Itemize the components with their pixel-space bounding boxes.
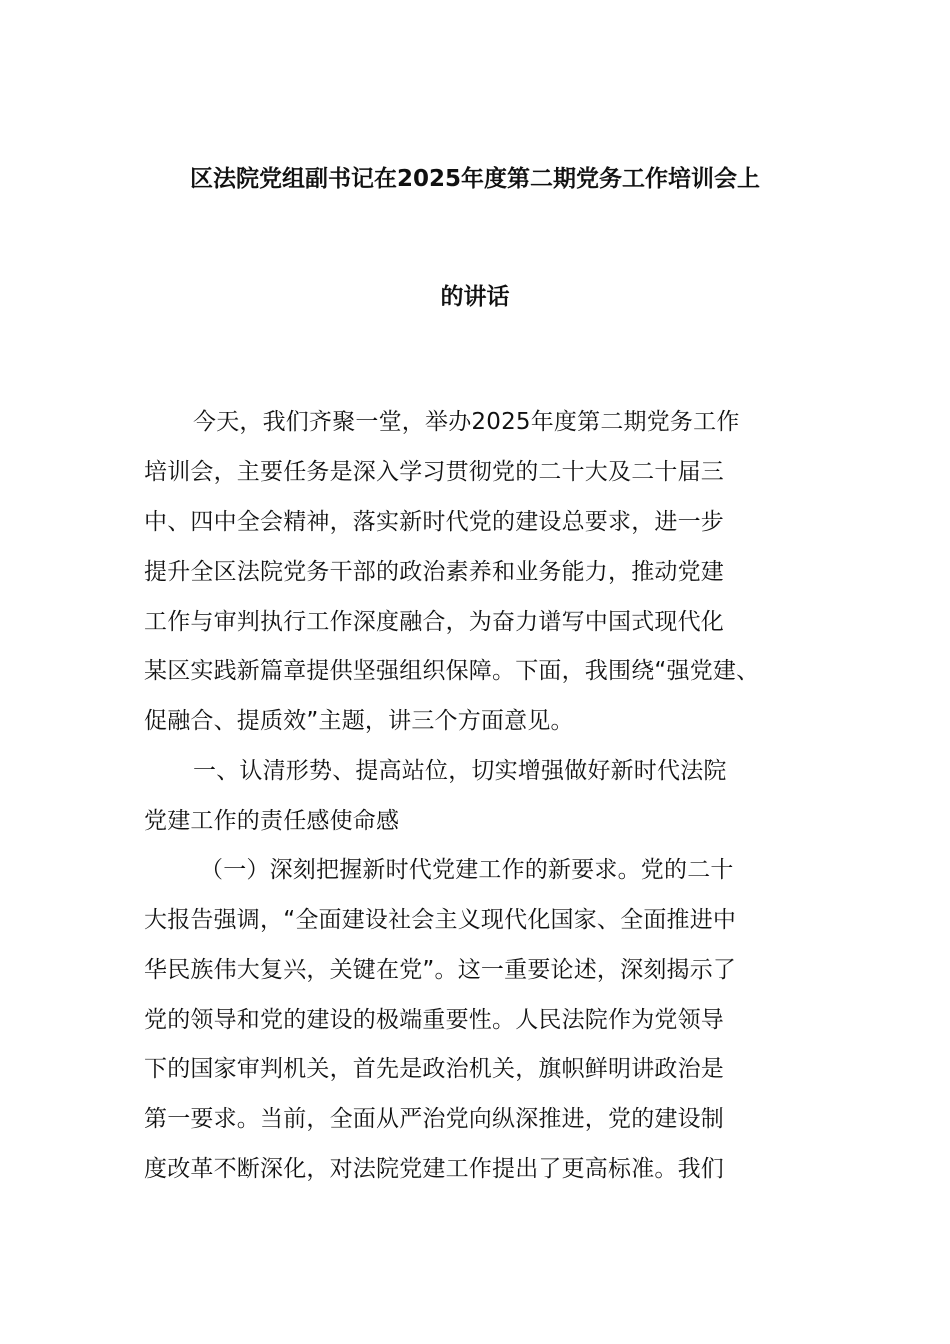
document-title-line-2: 的讲话 [440, 284, 510, 310]
paragraph-line: 第一要求。当前，全面从严治党向纵深推进，党的建设制 [144, 1106, 724, 1132]
subsection-line: （一）深刻把握新时代党建工作的新要求。党的二十 [200, 857, 734, 883]
document-title-line-1: 区法院党组副书记在2025年度第二期党务工作培训会上 [189, 166, 760, 192]
paragraph-line: 党的领导和党的建设的极端重要性。人民法院作为党领导 [144, 1007, 724, 1033]
paragraph-line: 培训会，主要任务是深入学习贯彻党的二十大及二十届三 [144, 459, 724, 485]
paragraph-line: 度改革不断深化，对法院党建工作提出了更高标准。我们 [144, 1156, 724, 1182]
paragraph-line: 促融合、提质效”主题，讲三个方面意见。 [144, 708, 574, 734]
paragraph-line: 下的国家审判机关，首先是政治机关，旗帜鲜明讲政治是 [144, 1056, 724, 1082]
section-heading-line: 一、认清形势、提高站位，切实增强做好新时代法院 [193, 758, 727, 784]
paragraph-line: 今天，我们齐聚一堂，举办2025年度第二期党务工作 [193, 409, 740, 435]
paragraph-line: 提升全区法院党务干部的政治素养和业务能力，推动党建 [144, 559, 724, 585]
section-heading-line: 党建工作的责任感使命感 [144, 808, 400, 834]
paragraph-line: 某区实践新篇章提供坚强组织保障。下面，我围绕“强党建、 [144, 658, 760, 684]
paragraph-line: 工作与审判执行工作深度融合，为奋力谱写中国式现代化 [144, 609, 724, 635]
paragraph-line: 中、四中全会精神，落实新时代党的建设总要求，进一步 [144, 509, 724, 535]
paragraph-line: 华民族伟大复兴，关键在党”。这一重要论述，深刻揭示了 [144, 957, 737, 983]
paragraph-line: 大报告强调，“全面建设社会主义现代化国家、全面推进中 [144, 907, 737, 933]
